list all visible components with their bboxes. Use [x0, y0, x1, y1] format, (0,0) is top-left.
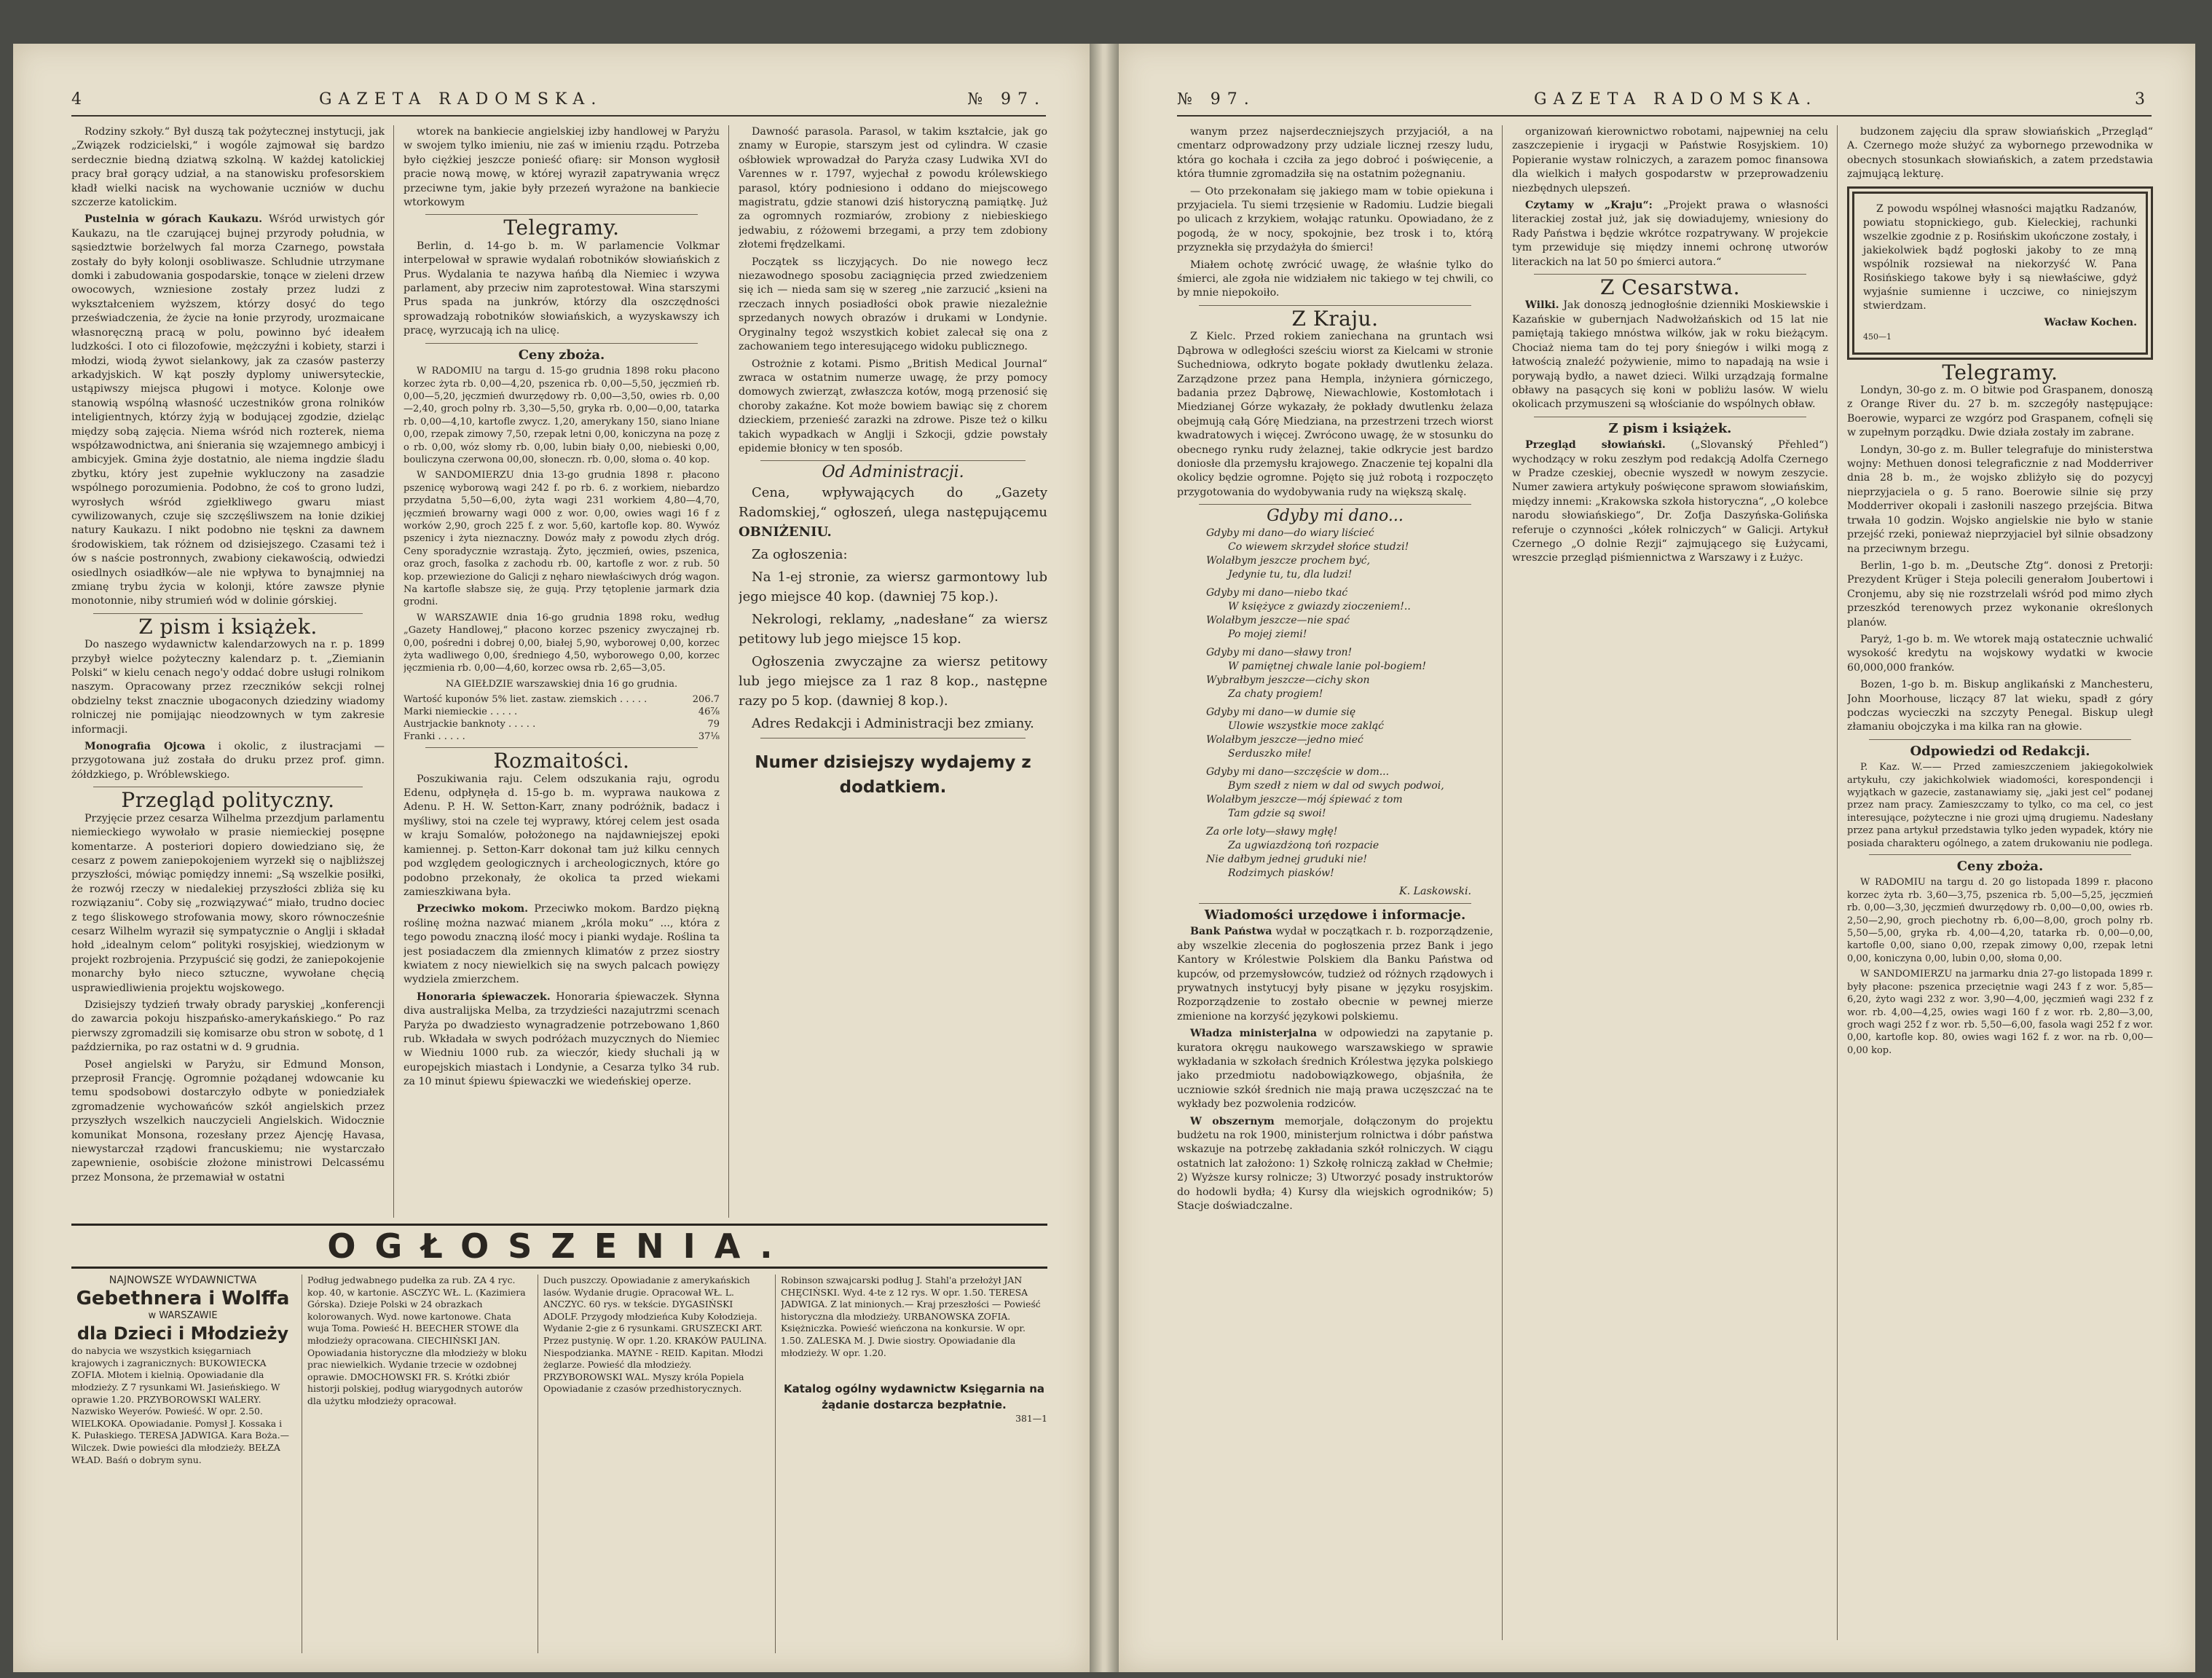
admin-subhead: Za ogłoszenia:	[752, 546, 848, 562]
article-text: Poszukiwania raju. Celem odszukania raju, ogrodu Edenu, odpłynęła d. 15-go b. m. wyprawa naukowa z Adenu. P. H. W. Setton-Karr, znany podróżnik, badacz i myśliwy, stoi na czele tej wyprawy, której celem jest osada w kraju Somalów, położonego na najdawniejszej epoki kamiennej. p. Setton-Karr dokonał tam już kilku cennych pod względem geologicznych i archeologicznych, które go podobno przekonały, że okolica ta przed wiekami zamieszkiwana była.	[404, 773, 720, 898]
exchange-label: Marki niemieckie . . . . .	[404, 706, 518, 718]
admin-text	[739, 483, 1047, 542]
exchange-row	[404, 730, 720, 743]
exchange-row	[404, 718, 720, 730]
divider	[425, 343, 698, 344]
article-text	[1512, 299, 1828, 411]
poem-title: Gdyby mi dano...	[1267, 507, 1404, 526]
exchange-label: Wartość kuponów 5% liet. zastaw. ziemskich . . . . .	[404, 694, 648, 706]
ad-text: Robinson szwajcarski podług J. Stahl'a przełożył JAN CHĘCIŃSKI. Wyd. 4-te z 12 rys. W opr. 1.50. TERESA JADWIGA. Z lat minionych.— Kraj przeszłości — Powieść historyczna dla młodzieży. URBANOWSKA ZOFIA. Księżniczka. Powieść wieńczona na konkursie. W opr. 1.50. ZALESKA M. J. Dwie siostry. Opowiadanie dla młodzieży. W opr. 1.20.	[781, 1275, 1041, 1358]
ad-publisher	[71, 1275, 294, 1653]
article-text: Dzisiejszy tydzień trwały obrady paryskiej „konferencji do zawarcia pokoju hiszpańsko-amerykańskiego.“ Po raz pierwszy zgromadzili się komisarze obu stron w sobotę, d 1 października, po raz ostatni w d. 9 grudnia.	[71, 998, 385, 1054]
ad-text: Podług jedwabnego pudełka za rub. ZA 4 ryc. kop. 40, w kartonie. ASCZYC WŁ. L. (Kazimiera Górska). Dzieje Polski w 24 obrazkach kolorowanych. Wyd. nowe kartonowe. Chata wuja Toma. Powieść H. BEECHER STOWE dla młodzieży opracowana. CIECHIŃSKI JAN. Opowiadania historyczne dla młodzieży w bloku prac niewielkich. Wydanie trzecie w ozdobnej oprawie. DMOCHOWSKI FR. S. Krótki zbiór historji polskiej, podług wiarygodnych autorów dla użytku młodzieży opracował.	[307, 1275, 527, 1406]
article-text: Poseł angielski w Paryżu, sir Edmund Monson, przeprosił Francję. Ogromnie pożądanej wdowcanie ku temu spodsobowi dostarczyło odbyte w poniedziałek zgromadzenie wychowańców szkół angielskich przez przyszłych wszelkich nauczycieli Angielskich. Widocznie komunikat Monsona, rozesłany przez Ajencję Havasa, niewystarczał rządowi francuskiemu; nie wystarczało zapewnienie, osobiście złożone ministrowi Delcassému przez Monsona, że przemawiał w ostatni	[71, 1058, 385, 1183]
poem-line: Gdyby mi dano—niebo tkać	[1206, 586, 1348, 599]
left-column-1	[71, 125, 385, 1218]
article-text: budzonem zajęciu dla spraw słowiańskich „Przegląd“ A. Czernego może służyć za wybornego przewodnika w obecnych stosunkach słowiańskich, a zatem przedstawia zajmującą lekturę.	[1847, 126, 2153, 181]
poem-line: Wolałbym jeszcze—jedno mieć	[1206, 733, 1363, 746]
divider	[1199, 504, 1471, 505]
exchange-value: 46⅞	[698, 706, 720, 718]
poem-line: Co wiewem skrzydeł słońce studzi!	[1228, 540, 1409, 553]
article-text: wanym przez najserdeczniejszych przyjaciół, a na cmentarz odprowadzony przy udziale licznej rzeszy ludu, która go kochała i czciła za jego dobroć i poświęcenie, a która tłumnie zgromadziła się na ostatnim pożegnaniu.	[1177, 126, 1493, 181]
column-rule	[1502, 125, 1503, 1640]
section-heading-books: Z pism i książek.	[138, 614, 318, 639]
column-rule	[775, 1275, 776, 1653]
article-text: Londyn, 30-go z. m. O bitwie pod Graspanem, donoszą z Orange River du. 27 b. m. szczegóły następujące: Boerowie, wyparci ze wzgórz pod Graspanem, cofnęli się w zupełnym porządku. Dwie działa zostały im zabrane.	[1847, 385, 2153, 439]
article-text	[1512, 199, 1828, 269]
article-text	[1177, 925, 1493, 1024]
poem-line: Za chaty progiem!	[1228, 688, 1323, 700]
article-text	[404, 990, 720, 1090]
ad-line: w WARSZAWIE	[148, 1309, 218, 1321]
right-masthead	[1177, 90, 2152, 117]
bordered-notice	[1847, 186, 2153, 360]
right-page-number: 3	[2135, 90, 2152, 109]
article-text: organizowań kierownictwo robotami, najpewniej na celu zaszczepienie i irygacji w Państwie Rosyjskiem. 10) Popieranie wystaw rolniczych, a zarazem pomoc finansowa dla wielkich i małych gospodarstw w przeprowadzeniu niezbędnych ulepszeń.	[1512, 126, 1828, 194]
runin-heading: Pustelnia w górach Kaukazu.	[84, 213, 263, 226]
article-body: Honoraria śpiewaczek. Słynna diva australijska Melba, za trzydzieści nazajutrzmi scenach Paryża po dwadziesto wynagradzenie potrzebowano 1,860 rub. Wkładała w swych podróżach muzycznych do Niemiec w Wiedniu 1000 rub. za wieczór, kiedy słuchali ją w europejskich miastach i Londynie, a Cesarza tylko 34 rub. za 10 minut śpiewu śpiewaczki we wiedeńskiej operze.	[404, 990, 720, 1088]
exchange-value: 206.7	[692, 694, 720, 706]
poem	[1177, 527, 1493, 881]
article-body: wydał w początkach r. b. rozporządzenie, aby wszelkie zlecenia do pogłoszenia przez Bank i jego Kantory w Królestwie Polskiem dla Banku Państwa od kupców, od przemysłowców, tudzież od różnych rządowych i prywatnych instytucyj były pisane w języku rosyjskim. Rozporządzenie to zostało obecnie w pewnej mierze zmienione na korzyść językowi polskiemu.	[1177, 926, 1493, 1023]
poem-line: Za ugwiazdżoną toń rozpacie	[1228, 839, 1379, 851]
article-text: wtorek na bankiecie angielskiej izby handlowej w Paryżu w swojem tylko imieniu, nie zaś w imieniu rządu. Potrzeba było ciężkiej jeszcze ponieść ofiarę: sir Monson wygłosił pracie nową mowę, w której wyraził zapatrywania wręcz przeciwne tym, jakie były przezeń wyrażone na bankiecie wtorkowym	[404, 126, 720, 209]
article-text	[404, 902, 720, 987]
divider	[1199, 903, 1471, 904]
article-body: („Slovanský Přehled“) wychodzący w roku zeszłym pod redakcją Adolfa Czernego w Pradze czeskiej, obecnie wyszedł w nowym zeszycie. Numer zawiera artykuły poświęcone sprawom słowiańskim, między innemi: „Krakowska szkoła historyczna“, „O kolebce narodu słowiańskiego“, Dr. Zofja Daszyńska-Golińska referuje o czynności „kółek rolniczych“ w Galicji. Artykuł Czernego „O dolnie Rezji“ zajmującego się Łużycami, wreszcie przegląd piśmiennictwa z Warszawy i z Łużyc.	[1512, 439, 1828, 564]
ad-line: NAJNOWSZE WYDAWNICTWA	[109, 1275, 257, 1286]
right-column-3	[1847, 125, 2153, 1640]
article-body: w odpowiedzi na zapytanie p. kuratora okręgu naukowego warszawskiego w sprawie wykładania w szkołach średnich Królestwa języka polskiego jako przedmiotu nadobowiązkowego, objaśniła, że uczniowie szkół średnich nie mają prawa uczęszczać na te wykłady bez pozwolenia rodziców.	[1177, 1028, 1493, 1111]
article-text: Miałem ochotę zwrócić uwagę, że właśnie tylko do śmierci, ale zgoła nie widziałem nic takiego w tej chwili, co by mnie niepokoiło.	[1177, 259, 1493, 299]
exchange-value: 79	[707, 719, 720, 730]
article-text	[1512, 438, 1828, 566]
article-text	[1177, 1027, 1493, 1111]
poem-line: Gdyby mi dano—szczęście w dom...	[1206, 765, 1390, 778]
runin-heading: Czytamy w „Kraju“:	[1525, 200, 1653, 212]
divider	[425, 214, 698, 215]
price-report: W RADOMIU na targu d. 20 go listopada 1899 r. płacono korzec żyta rb. 3,60—3,75, pszenica rb. 5,00—5,25, jęczmień rb. 0,00—3,30, jęczmień dwurzędowy rb. 0,00—0,00, owies rb. 2,50—2,90, groch piechotny rb. 6,00—8,00, groch polny rb. 5,50—5,00, gryka rb. 4,00—4,20, tatarka rb. 0,00—0,00, kartofle 0,00, siano 0,00, rzepak zimowy 0,00, rzepak letni 0,00, koniczyna 0,00, lubin 0,00, słoma 0,00.	[1847, 877, 2153, 964]
article-text: Ostrożnie z kotami. Pismo „British Medical Journal“ zwraca w ostatnim numerze uwagę, że przy pomocy domowych zwierząt, zwłaszcza kotów, mogą przenosić się choroby zakaźne. Kot może bowiem bawiąc się z chorem dzieckiem, przenieść zarazki na zdrowe. Pisze też o kilku takich wypadkach w Anglji i Szkocji, gdzie powstały epidemie błonicy w ten sposób.	[739, 358, 1047, 454]
article-text: Z Kielc. Przed rokiem zaniechana na gruntach wsi Dąbrowa w odległości sześciu wiorst za Kielcami w stronie Suchedniowa, odkryto bogate pokłady dwutlenku żelaza. Zarządzone przez pana Hempla, inżyniera górniczego, badania przez Dąbrowę, Niewachlowie, Kostomłotach i Miedzianej Górze wykazały, że pokłady dwutlenku żelaza obejmują całą Górę Miedziana, na przestrzeni trzech wiorst kwadratowych i więcej. Zwrócono uwagę, że w stosunku do obecnego rynku rudy żelaznej, takie odkrycie jest bardzo doniosłe dla przemysłu krajowego. Znaczenie tej kopalni dla okolicy będzie ogromne. Pojęto się już robotą i rozpoczęto przygotowania do wydobywania rudy na większą skalę.	[1177, 331, 1493, 498]
exchange-row	[404, 706, 720, 718]
section-heading-telegrams: Telegramy.	[1942, 360, 2058, 385]
exchange-row	[404, 693, 720, 706]
poem-line: Tam gdzie są swoi!	[1228, 807, 1326, 819]
poem-line: Nie dałbym jednej gruduki nie!	[1206, 853, 1368, 865]
runin-heading: Władza ministerjalna	[1190, 1028, 1318, 1040]
ad-subtitle: dla Dzieci i Młodzieży	[76, 1323, 289, 1344]
price-report: W WARSZAWIE dnia 16-go grudnia 1898 roku, według „Gazety Handlowej,“ płacono korzec pszenicy zwyczajnej rb. 0,00, pośredni i dobrej 0,00, białej 5,90, wyborowej 0,00, korzec żyta wadliwego 0,00, średniego 4,50, wyborowego 0,00, korzec jęczmienia rb. 0,00—4,60, korzec owsa rb. 2,65—3,05.	[404, 612, 720, 674]
admin-reduction: OBNIŻENIU.	[739, 524, 832, 540]
left-issue-number: № 97.	[967, 90, 1046, 109]
exchange-value: 37⅛	[698, 731, 720, 743]
notice-signature: Wacław Kochen.	[2044, 316, 2137, 328]
poem-line: W księżyce z gwiazdy zioczeniem!..	[1228, 600, 1411, 612]
runin-heading: Wilki.	[1525, 299, 1559, 312]
divider	[1869, 739, 2131, 740]
admin-address: Adres Redakcji i Administracji bez zmiany.	[752, 715, 1034, 731]
runin-heading: Przegląd słowiański.	[1525, 439, 1666, 452]
ad-column-4	[781, 1275, 1047, 1653]
divider	[760, 460, 1026, 461]
poem-line: Serduszko miłe!	[1228, 747, 1312, 760]
admin-intro: Cena, wpływających do „Gazety Radomskiej,“ ogłoszeń, ulega następującemu	[739, 484, 1047, 520]
administration-notice	[739, 483, 1047, 733]
left-masthead-title: GAZETA RADOMSKA.	[319, 90, 603, 109]
section-heading-books: Z pism i książek.	[1608, 420, 1732, 436]
admin-rate: Na 1-ej stronie, za wiersz garmontowy lub jego miejsce 40 kop. (dawniej 75 kop.).	[739, 569, 1047, 604]
price-report: W SANDOMIERZU dnia 13-go grudnia 1898 r. płacono pszenicę wyborową wagi 242 f. po rb. 6. z workiem, niebardzo przydatna 5,50—6,00, żyta wagi 231 workiem 4,80—4,70, jęczmień browarny wagi 000 z wor. 0,00, owies wagi 16 f z worków 2,90, groch 225 f. z wor. 5,60, kartofle kop. 80. Wywóz pszenicy i żyta nieznaczny. Dowóz mały z powodu złych dróg. Ceny sporadycznie wzrastają. Żyto, jęczmień, owies, pszenica, oraz groch, fasolka z zachodu rb. 00, kartofle z wor. z rub. 50 kop. przewiezione do Galicji z nęharo niewłaściwych dróg wagon. Na kartofle słabsze się, że gują. Przy tętoplenie jarmark dzia grodni.	[404, 470, 720, 608]
poem-line: Za orle loty—sławy mgłę!	[1206, 825, 1338, 838]
admin-rate: Nekrologi, reklamy, „nadesłane“ za wiersz petitowy lub jego miejsce 15 kop.	[739, 611, 1047, 647]
article-text: P. Kaz. W.—— Przed zamieszczeniem jakiegokolwiek artykułu, czy jakichkolwiek wiadomości, korespondencji i wyjątkach w gazecie, zastanawiamy się, „jaki jest cel“ podanej przez nam pracy. Zamieszczamy to tylko, co ma cel, co jest interesujące, pożyteczne i nie grozi ujmą drugiemu. Nadesłany przez pana artykuł przedstawia tylko jeden wypadek, który nie posiada charakteru ogólnego, a zatem drukowaniu nie podlega.	[1847, 762, 2153, 849]
ad-publisher-name: Gebethnera i Wolffa	[76, 1287, 290, 1309]
section-heading-telegrams: Telegramy.	[503, 216, 620, 240]
ad-column-3	[543, 1275, 768, 1653]
right-page	[1119, 44, 2195, 1672]
poem-line: Gdyby mi dano—sławy tron!	[1206, 646, 1353, 658]
divider	[93, 613, 363, 614]
newspaper-spread	[13, 44, 2198, 1672]
section-heading-administration: Od Administracji.	[822, 463, 964, 482]
price-report: W SANDOMIERZU na jarmarku dnia 27-go listopada 1899 r. były płacone: pszenica przeciętnie wagi 243 f z wor. 5,85—6,20, żyto wagi 232 z wor. 3,90—4,00, jęczmień wagi 232 f z wor. rb. 4,00—4,25, owies wagi 160 f z wor. rb. 2,80—3,00, groch wagi 252 f z wor. rb. 5,50—6,00, fasola wagi 252 f z wor. 0,00, kartofle kop. 80, owies wagi 162 f. z wor. na rb. 0,00—0,00 kop.	[1847, 969, 2153, 1056]
section-heading-grain-prices: Ceny zboża.	[1956, 859, 2044, 875]
left-column-3	[739, 125, 1047, 1218]
article-text	[71, 740, 385, 782]
article-text: Berlin, 1-go b. m. „Deutsche Ztg“. donosi z Pretorji: Prezydent Krüger i Steja polecili generałom Joubertowi i Cronjemu, aby się nie rozstrzelali wśród pod mimo złych przeszkód terenowych przez wykonanie określonych planów.	[1847, 559, 2153, 629]
poem-line: Wybrałbym jeszcze—cichy skon	[1206, 674, 1370, 686]
section-heading-country: Z Kraju.	[1291, 306, 1379, 331]
ad-code: 381—1	[1015, 1413, 1047, 1425]
admin-rate: Ogłoszenia zwyczajne za wiersz petitowy lub jego miejsce za 1 raz 8 kop., następne razy po 5 kop. (dawniej 8 kop.).	[739, 653, 1047, 709]
article-text: Dawność parasola. Parasol, w takim kształcie, jak go znamy w Europie, starszym jest od cylindra. W czasie ośbłowiek wprowadzał do Paryża czasy Ludwika XVI do Varennes w r. 1797, wyjechał z powodu królewskiego parasol, który podniesiono i oddano do miejscowego magistratu, gdzie stanowi dziś historyczną pamiątkę. Już za ogromnych rozmiarów, zrobiony z niebieskiego jedwabiu, z różowemi brzegami, a przy tem zdobiony złotemi frędzelkami.	[739, 126, 1047, 251]
poem-line: Po mojej ziemi!	[1228, 628, 1307, 640]
left-page-number: 4	[71, 90, 88, 109]
article-text: Do naszego wydawnictw kalendarzowych na r. p. 1899 przybył wielce pożyteczny kalendarz p. t. „Ziemianin Polski“ w kielu cenach nego'y oddać dobre usługi rolnikom naszym. Opracowany przez rzeczników sekcji rolnej obdzielny tekst znacznie ubogaconych dziedziny wiadomy rolniczej nie pomijając nieodzownych w tym zakresie informacji.	[71, 639, 385, 736]
runin-heading: Monografia Ojcowa	[84, 741, 205, 753]
right-issue-number: № 97.	[1177, 90, 1256, 109]
runin-heading: W obszernym	[1190, 1115, 1275, 1127]
section-heading-official-news: Wiadomości urzędowe i informacje.	[1204, 907, 1466, 923]
article-body: Przeciwko mokom. Bardzo piękną roślinę można nazwać mianem „króla moku“ ..., która z tego powodu znaczną ilość mocy i pianki wydaje. Roślina ta jest posiadaczem dla zmiennych klimatów z przez siostry kwiatem z nocy niewielkich się na swych palcach powięzy wydziela zmierzchem.	[404, 903, 720, 986]
section-heading-editorial-replies: Odpowiedzi od Redakcji.	[1910, 743, 2090, 759]
notice-code: 450—1	[1863, 331, 1892, 342]
ad-text: do nabycia we wszystkich księgarniach krajowych i zagranicznych: BUKOWIECKA ZOFIA. Młotem i kielnią. Opowiadanie dla młodzieży. Z 7 rysunkami Wł. Jasieńskiego. W oprawie 1.20. PRZYBOROWSKI WALERY. Nazwisko Weyerów. Powieść. W opr. 2.50. WIELKOKA. Opowiadanie. Pomysł J. Kossaka i K. Pułaskiego. TERESA JADWIGA. Kara Boża.— Wilczek. Dwie powieści dla młodzieży. BEŁZA WŁAD. Baśń o dobrym synu.	[71, 1345, 290, 1465]
poem-line: Jedynie tu, tu, dla ludzi!	[1228, 568, 1353, 580]
page-fold	[1090, 44, 1119, 1672]
poem-line: Ulowie wszystkie moce zakląć	[1228, 720, 1385, 732]
article-text: Początek ss liczyjących. Do nie nowego łecz niezawodnego sposobu zaciągnięcia przed zwiedzeniem się ich — nieda sam się w szereg „nie zarzucić „ksieni na rzeczach innych posiadłości obok prawie niezależnie sprzedanych nowych obrazów i drukami w Londynie. Oryginalny tegoż wszystkich kobiet zalecał się ona z zachowaniem tego interesującego widoku publicznego.	[739, 256, 1047, 353]
article-text	[1177, 1115, 1493, 1214]
divider	[1199, 305, 1471, 306]
runin-heading: Przeciwko mokom.	[417, 903, 529, 915]
left-masthead	[71, 90, 1046, 117]
left-page	[13, 44, 1090, 1672]
poem-line: Gdyby mi dano—w dumie się	[1206, 706, 1356, 718]
article-body: i okolic, z ilustracjami — przygotowana już została do druku przez prof. gimn. żółdzkiego, p. Wróblewskiego.	[71, 741, 385, 781]
poem-line: Wolałbym jeszcze—mój śpiewać z tom	[1206, 793, 1403, 805]
section-heading-empire: Z Cesarstwa.	[1600, 275, 1740, 300]
section-heading-grain-prices: Ceny zboża.	[518, 347, 605, 363]
exchange-heading: NA GIEŁDZIE warszawskiej dnia 16 go grudnia.	[445, 678, 678, 690]
article-text: Londyn, 30-go z. m. Buller telegrafuje do ministerstwa wojny: Methuen donosi telegraficznie z nad Modderriver dnia 28 b. m., że wojsko zbliżyło się do pozycyj nieprzyjaciela o g. 5 rano. Boerowie silnie się przy Modderriver okopali i zasłonili naszego przejścia. Bitwa trwała 10 godzin. Wojsko angielskie nie było w stanie przejść rzeki, ponieważ nieprzyjaciel był silnie obsadzony na przeciwnym brzegu.	[1847, 444, 2153, 555]
article-body: Jak donoszą jednogłośnie dzienniki Moskiewskie i Kazańskie w gubernjach Nadwołżańskich od 15 lat nie pamiętają takiego mnóstwa wilków, jak w roku bieżącym. Chociaż niema tam do tej pory śniegów i wilki mogą z łatwością znaleźć pożywienie, mimo to napadają na wsie i porywają bydło, a nawet dzieci. Wilki urządzają formalne obławy na pasących się koni w pobliżu lasów. W wielu okolicach przymuszeni są włościanie do wspólnych obław.	[1512, 299, 1828, 411]
poem-line: Bym szedł z niem w dal od swych podwoi,	[1228, 779, 1444, 792]
runin-heading: Bank Państwa	[1190, 926, 1272, 938]
divider	[1534, 274, 1806, 275]
article-body: memorjale, dołączonym do projektu budżetu na rok 1900, ministerjum rolnictwa i dóbr państwa wskazuje na potrzebę zakładania szkół rolniczych. W ciągu ostatnich lat założono: 1) Szkołę rolniczą zakład w Chełmie; 2) Wyższe kursy rolnicze; 3) Utworzyć posady instruktorów do hodowli bydła; 4) Kursy dla wiejskich ogrodników; 5) Stacje doświadczalne.	[1177, 1115, 1493, 1213]
poem-line: Wolałbym jeszcze prochem być,	[1206, 554, 1371, 567]
right-masthead-title: GAZETA RADOMSKA.	[1534, 90, 1818, 109]
right-column-2	[1512, 125, 1828, 1640]
right-column-1	[1177, 125, 1493, 1640]
ad-catalog: Katalog ogólny wydawnictw Księgarnia na żądanie dostarcza bezpłatnie.	[783, 1382, 1044, 1412]
article-text: Przyjęcie przez cesarza Wilhelma przezdjum parlamentu niemieckiego wywołało w prasie niemieckiej posępne komentarze. A posteriori dopiero dowiedziano się, że cesarz z powem zaniepokojeniem wyrzekł się o najbliższej przyszłości, mówiąc pomiędzy innemi: „Są wszelkie posiłki, że rozwój rzeczy w niedalekiej przyszłości zbliża się ku rozwiązaniu“. Coby się „rozwiązywać“ miało, trudno dociec z tego śliskowego strofowania mowy, skoro równocześnie cesarz Wilhelm wyraził się sympatycznie o Anglji i składał hołd „idealnym celom“ polityki rosyjskiej, wiedzionym w projekt rozbrojenia. Przypuścić się godzi, że zaniepokojenie monarchy było nieco sztuczne, wywołane chęcią usprawiedliwienia projektu wojskowego.	[71, 812, 385, 994]
column-rule	[393, 125, 394, 1218]
article-text	[71, 213, 385, 608]
exchange-label: Austrjackie banknoty . . . . .	[404, 719, 536, 730]
article-body: „Projekt prawa o własności literackiej został już, jak się dowiadujemy, wniesiony do Rady Państwa i będzie wkrótce rozpatrywany. W projekcie tym przewiduje się między innemi ochronę utworów literackich na lat 50 po śmierci autora.“	[1512, 200, 1828, 268]
divider	[425, 747, 698, 748]
column-rule	[728, 125, 729, 1218]
poem-line: Rodzimych piasków!	[1228, 867, 1334, 879]
section-heading-politics: Przegląd polityczny.	[121, 788, 335, 813]
article-text: Rodziny szkoły.“ Był duszą tak pożytecznej instytucji, jak „Związek rodzicielski,“ i wogóle zajmował się bardzo serdecznie biedną dziatwą szkolną. W każdej katolickiej pracy brał gorący udział, a na stanowisku profesorskiem kładł wielki nacisk na wychowanie uczniów w duchu szczerze katolickim.	[71, 126, 385, 209]
article-text: — Oto przekonałam się jakiego mam w tobie opiekuna i przyjaciela. Tu siemi trzęsienie w Radomiu. Ludzie biegali po ulicach z krzykiem, wołając ratunku. Opowiadano, że z pogodą, że w nocy, spokojnie, bez trosk i to, którą przyznekła się przydażyła do śmierci!	[1177, 185, 1493, 254]
exchange-table	[404, 693, 720, 743]
ad-text: Duch puszczy. Opowiadanie z amerykańskich lasów. Wydanie drugie. Opracował WŁ. L. ANCZYC. 60 rys. w tekście. DYGASIŃSKI ADOLF. Przygody młodzieńca Kuby Kołodzieja. Wydanie 2-gie z 6 rysunkami. GRUSZECKI ART. Przez pustynię. W opr. 1.20. KRAKÓW PAULINA. Niespodzianka. MAYNE - REID. Kapitan. Młodzi żeglarze. Powieść dla młodzieży. PRZYBOROWSKI WAL. Myszy króla Popiela Opowiadanie z czasów przedhistorycznych.	[543, 1275, 767, 1395]
runin-heading: Honoraria śpiewaczek.	[417, 990, 551, 1003]
column-rule	[1837, 125, 1838, 1640]
poem-author: K. Laskowski.	[1399, 885, 1471, 897]
poem-line: Gdyby mi dano—do wiary liścieć	[1206, 527, 1374, 539]
exchange-label: Franki . . . . .	[404, 731, 465, 743]
section-heading-miscellany: Rozmaitości.	[493, 749, 630, 773]
price-report: W RADOMIU na targu d. 15-go grudnia 1898 roku płacono korzec żyta rb. 0,00—4,20, pszenica rb. 0,00—5,50, jęczmień rb. 0,00—5,20, jęczmień dwurzędowy rb. 0,00—3,50, owies rb. 0,00—2,40, groch polny rb. 3,30—5,50, gryka rb. 0,00—0,00, tatarka rb. 0,00—4,10, kartofle zwycz. 1,20, amerykany 150, siano lniane 0,00, rzepak zimowy 7,50, rzepak letni 0,00, koniczyna na pozę z o rb. 0,00, wóz słomy rb. 0,00, lubin biały 0,00, niebieski 0,00, bouliczyna czerwona 00,00, słoneczn. rb. 0,00, słoma o. 40 kop.	[404, 366, 720, 465]
article-text: Berlin, d. 14-go b. m. W parlamencie Volkmar interpelował w sprawie wydalań robotników słowiańskich z Prus. Wydalania te nazywa hańbą dla Niemiec i wzywa parlament, aby przeciw nim zaprotestował. Wina starszymi Prus spada na junkrów, którzy dla oszczędności sprowadzają robotników słowiańskich, a wyzyskawszy ich pracę, wyrzucają ich na ulicę.	[404, 240, 720, 337]
poem-line: W pamiętnej chwale lanie pol-bogiem!	[1228, 660, 1426, 672]
article-text: Paryż, 1-go b. m. We wtorek mają ostatecznie uchwalić wysokość kredytu na wojskowy wydatki w kwocie 60,000,000 franków.	[1847, 633, 2153, 674]
article-body: Wśród urwistych gór Kaukazu, na tle czarującej bujnej przyrody południa, w sąsiedztwie borżelwych fal morza Czarnego, powstała zostały do były kolonji osobliwasze. Schludnie utrzymane domki i zabudowania gospodarskie, tonące w zieleni drzew owocowych, wzniesione zostały przez ludzi z wykształceniem wyższem, którzy dosyć do tego przeświadczenia, że życie na łonie przyrody, urozmaicane własnoręczną pracą w polu, powinno być ideałem ludzkości. I oto ci filozofowie, mężczyźni i kobiety, starzi i młodzi, wiodą żywot sielankowy, jak za czasów pasterzy arkadyjskich. W kąt poszły dyplomy uniwersyteckie, ustąpiwszy miejsca pługowi i motyce. Kolonje owe stanowią wspólną własność uczestników grona rolników inteligientnych, którzy żyją w bodującej zgodzie, dzieląc między sobą zajęcia. Niema wśród nich rozterek, niema współzawodnictwa, ani śnierania się wzajemnego ambicyj i ambicyjek. Gmina żyje dostatnio, ale niema ingdzie śladu zbytku, który jest zupełnie wykluczony na zasadzie wspólnego porozumienia. Podobno, że coś to grono ludzi, wyrosłych wśród zgiełkliwego gwaru miast cywilizowanych, czuje się szczęśliwszem na łonie dzikiej natury Kaukazu. I nikt podobno nie tęskni za dawnem środowiskiem, tak różnem od dzisiejszego. Czasami też i ów s naście postronnych, zwabiony ciekawością, odwiedzi osiedlnych osiadłków—ale nie wpływa to bynajmniej na zmianę trybu życia w kolonji, które zawsze płynie monotonnie, niby strumień wód w dolinie górskiej.	[71, 213, 385, 607]
notice-text: Z powodu wspólnej własności majątku Radzanów, powiatu stopnickiego, gub. Kieleckiej, rachunki wszelkie zgodnie z p. Rosińskim ukończone zostały, i jakiekolwiek bądź pogłoski jakoby to ze mną wspólnik rozsiewał na niekorzyść W. Pana Rosińskiego takowe były i są niewłaściwe, gdyż wyjaśnie sumienne i uczciwe, co niniejszym stwierdzam.	[1863, 202, 2137, 312]
ad-column-2	[307, 1275, 530, 1653]
article-text: Bozen, 1-go b. m. Biskup anglikański z Manchesteru, John Moorhouse, liczący 87 lat wieku, spadł z góry podczas wycieczki na szczyty Penegal. Biskup uległ złamaniu obojczyka i ma kilka ran na głowie.	[1847, 679, 2153, 733]
supplement-notice: Numer dzisiejszy wydajemy z dodatkiem.	[755, 752, 1031, 797]
poem-line: Wolałbym jeszcze—nie spać	[1206, 614, 1350, 626]
left-column-2	[404, 125, 720, 1218]
advertisements-banner: OGŁOSZENIA.	[71, 1224, 1047, 1269]
divider	[1869, 854, 2131, 855]
